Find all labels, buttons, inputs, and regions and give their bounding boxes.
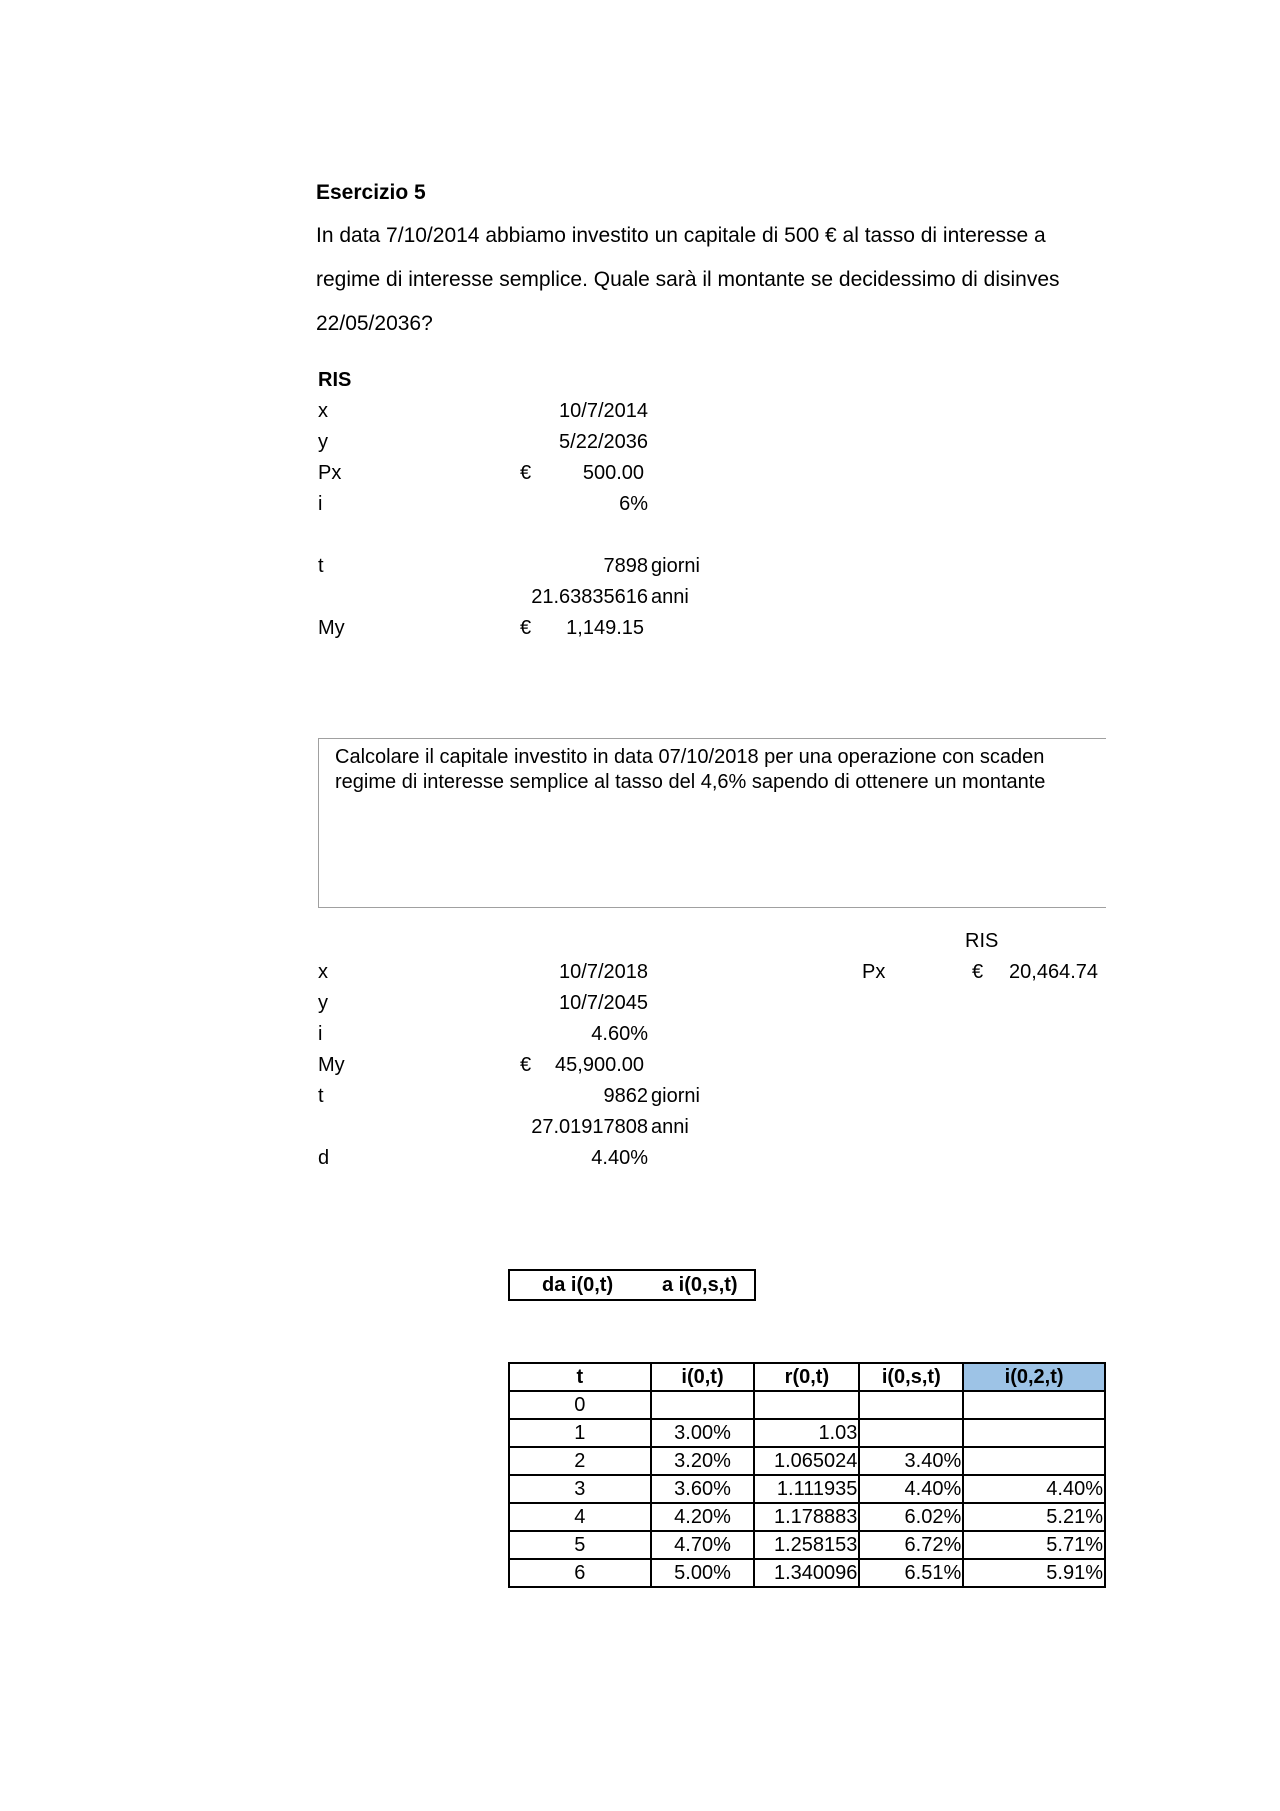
cell-r0t: 1.111935 (754, 1475, 859, 1503)
table-row (509, 1391, 1105, 1419)
ris2-d-label: d (318, 1147, 330, 1169)
ris2-t-years: 27.01917808 (531, 1116, 648, 1138)
header-i02t: i(0,2,t) (963, 1363, 1105, 1391)
cell-i0t: 5.00% (651, 1559, 755, 1587)
cell-i02t: 5.21% (963, 1503, 1105, 1531)
table-row (509, 1475, 1105, 1503)
ris2-t-days: 9862 (603, 1085, 648, 1107)
cell-i0t: 3.00% (651, 1419, 755, 1447)
cell-i0st: 6.02% (859, 1503, 963, 1531)
header-r0t: r(0,t) (754, 1363, 859, 1391)
cell-i0t: 3.20% (651, 1447, 755, 1475)
cell-i02t: 5.91% (963, 1559, 1105, 1587)
cell-t: 5 (509, 1531, 651, 1559)
cell-i0t: 4.20% (651, 1503, 755, 1531)
exercise-line-1: In data 7/10/2014 abbiamo investito un capitale di 500 € al tasso di interesse a (316, 224, 1046, 247)
ris1-t-years-unit: anni (651, 586, 689, 608)
problem-line-2: regime di interesse semplice al tasso del 4,6% sapendo di ottenere un montante (335, 771, 1046, 793)
cell-t: 0 (509, 1391, 651, 1419)
ris1-px-currency: € (520, 462, 532, 484)
problem-text (335, 745, 1045, 795)
cell-i0st (859, 1391, 963, 1419)
ris1-t-label: t (318, 555, 324, 577)
header-i0st: i(0,s,t) (859, 1363, 963, 1391)
ris1-my-currency: € (520, 617, 532, 639)
cell-t: 2 (509, 1447, 651, 1475)
cell-r0t: 1.258153 (754, 1531, 859, 1559)
cell-t: 4 (509, 1503, 651, 1531)
ris1-px-label: Px (318, 462, 342, 484)
cell-r0t: 1.03 (754, 1419, 859, 1447)
cell-i0st (859, 1419, 963, 1447)
cell-i02t (963, 1419, 1105, 1447)
cell-t: 1 (509, 1419, 651, 1447)
table-row (509, 1447, 1105, 1475)
ris1-y-value: 5/22/2036 (559, 431, 648, 453)
problem-line-1: Calcolare il capitale investito in data 07/10/2018 per una operazione con scaden (335, 746, 1045, 768)
ris2-px-label: Px (862, 961, 886, 983)
cell-r0t: 1.340096 (754, 1559, 859, 1587)
ris2-result-heading: RIS (965, 930, 999, 952)
cell-r0t (754, 1391, 859, 1419)
ris1-t-years: 21.63835616 (531, 586, 648, 608)
problem-text-box (318, 738, 1106, 908)
ris2-y-label: y (318, 992, 328, 1014)
cell-i02t (963, 1447, 1105, 1475)
cell-i0t (651, 1391, 755, 1419)
rate-table-header-row (509, 1363, 1105, 1391)
ris1-i-value: 6% (619, 493, 648, 515)
cell-i0t: 4.70% (651, 1531, 755, 1559)
exercise-title: Esercizio 5 (316, 181, 426, 204)
ris1-heading: RIS (318, 369, 352, 391)
ris2-my-value: 45,900.00 (555, 1054, 644, 1076)
ris1-x-value: 10/7/2014 (559, 400, 648, 422)
table-row (509, 1503, 1105, 1531)
cell-i02t: 4.40% (963, 1475, 1105, 1503)
cell-t: 6 (509, 1559, 651, 1587)
ris1-x-label: x (318, 400, 328, 422)
ris2-d-value: 4.40% (591, 1147, 648, 1169)
table-row (509, 1531, 1105, 1559)
exercise-line-2: regime di interesse semplice. Quale sarà il montante se decidessimo di disinves (316, 268, 1060, 291)
cell-i0t: 3.60% (651, 1475, 755, 1503)
cell-i0st: 4.40% (859, 1475, 963, 1503)
rate-table (508, 1362, 1106, 1588)
ris1-my-label: My (318, 617, 345, 639)
ris2-my-label: My (318, 1054, 345, 1076)
ris2-i-value: 4.60% (591, 1023, 648, 1045)
table-row (509, 1559, 1105, 1587)
ris2-t-years-unit: anni (651, 1116, 689, 1138)
ris2-i-label: i (318, 1023, 323, 1045)
cell-r0t: 1.065024 (754, 1447, 859, 1475)
cell-i0st: 6.72% (859, 1531, 963, 1559)
cell-i0st: 6.51% (859, 1559, 963, 1587)
header-i0t: i(0,t) (651, 1363, 755, 1391)
ris2-x-value: 10/7/2018 (559, 961, 648, 983)
ris2-px-value: 20,464.74 (1009, 961, 1098, 983)
conversion-header (508, 1269, 756, 1301)
ris1-px-value: 500.00 (582, 462, 644, 484)
cell-i0st: 3.40% (859, 1447, 963, 1475)
conversion-to-label: a i(0,s,t) (662, 1274, 738, 1296)
exercise-line-3: 22/05/2036? (316, 312, 433, 335)
cell-i02t (963, 1391, 1105, 1419)
ris2-t-days-unit: giorni (651, 1085, 700, 1107)
header-t: t (509, 1363, 651, 1391)
conversion-from-label: da i(0,t) (542, 1274, 614, 1296)
ris1-i-label: i (318, 493, 323, 515)
table-row (509, 1419, 1105, 1447)
ris2-t-label: t (318, 1085, 324, 1107)
ris1-y-label: y (318, 431, 328, 453)
cell-t: 3 (509, 1475, 651, 1503)
ris1-t-days: 7898 (603, 555, 648, 577)
ris2-px-currency: € (972, 961, 984, 983)
ris2-x-label: x (318, 961, 328, 983)
ris1-t-days-unit: giorni (651, 555, 700, 577)
ris1-my-value: 1,149.15 (566, 617, 644, 639)
ris2-my-currency: € (520, 1054, 532, 1076)
ris2-y-value: 10/7/2045 (559, 992, 648, 1014)
cell-r0t: 1.178883 (754, 1503, 859, 1531)
cell-i02t: 5.71% (963, 1531, 1105, 1559)
